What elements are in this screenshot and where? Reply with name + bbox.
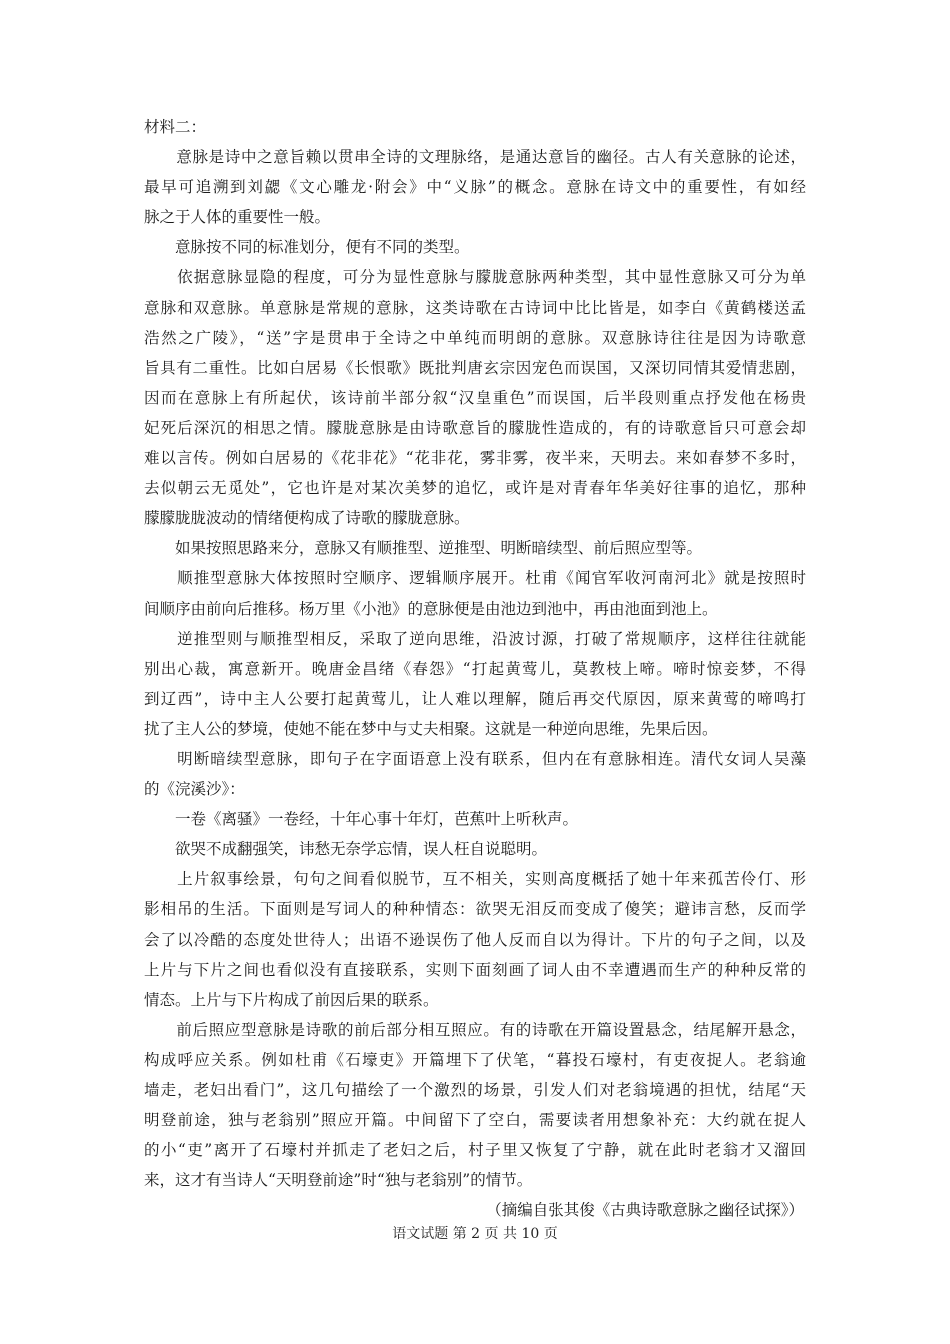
text-line: 意脉按不同的标准划分，便有不同的类型。 (144, 238, 470, 257)
paragraph (144, 262, 806, 533)
text-line: 难以言传。例如白居易的《花非花》“花非花，雾非雾，夜半来，天明去。来如春梦不多时， (144, 449, 806, 468)
text-line: 影相吊的生活。下面则是写词人的种种情态：欲哭无泪反而变成了傻笑；避讳言愁，反而学 (144, 900, 806, 919)
text-line: 逆推型则与顺推型相反，采取了逆向思维，沿波讨源，打破了常规顺序，这样往往就能 (144, 629, 806, 648)
text-line: 意脉和双意脉。单意脉是常规的意脉，这类诗歌在古诗词中比比皆是，如李白《黄鹤楼送孟 (144, 298, 806, 317)
text-line: 去似朝云无觅处”，它也许是对某次美梦的追忆，或许是对青春年华美好往事的追忆，那种 (144, 479, 806, 498)
text-line: 别出心裁，寓意新开。晚唐金昌绪《春怨》“打起黄莺儿，莫教枝上啼。啼时惊妾梦，不得 (144, 659, 806, 678)
text-line: 因而在意脉上有所起伏，该诗前半部分叙“汉皇重色”而误国，后半段则重点抒发他在杨贵 (144, 388, 806, 407)
document-body (144, 112, 806, 1225)
text-line: 妃死后深沉的相思之情。朦胧意脉是由诗歌意旨的朦胧性造成的，有的诗歌意旨只可意会却 (144, 418, 806, 437)
text-line: 前后照应型意脉是诗歌的前后部分相互照应。有的诗歌在开篇设置悬念，结尾解开悬念， (144, 1020, 806, 1039)
paragraph (144, 142, 806, 232)
material-heading: 材料二： (144, 118, 207, 136)
text-line: 最早可追溯到刘勰《文心雕龙·附会》中“义脉”的概念。意脉在诗文中的重要性，有如经 (144, 178, 806, 197)
text-line: 一卷《离骚》一卷经，十年心事十年灯，芭蕉叶上听秋声。 (144, 810, 579, 829)
text-line: 顺推型意脉大体按照时空顺序、逻辑顺序展开。杜甫《闻官军收河南河北》就是按照时 (144, 569, 806, 588)
text-line: 旨具有二重性。比如白居易《长恨歌》既批判唐玄宗因宠色而误国，又深切同情其爱情悲剧， (144, 358, 806, 377)
paragraph (144, 232, 806, 262)
text-line: 的小“吏”离开了石壕村并抓走了老妇之后，村子里又恢复了宁静，就在此时老翁才又溜回 (144, 1141, 806, 1160)
paragraph (144, 804, 806, 834)
text-line: 脉之于人体的重要性一般。 (144, 208, 331, 227)
text-line: 朦朦胧胧波动的情绪便构成了诗歌的朦胧意脉。 (144, 509, 470, 528)
text-line: 上片叙事绘景，句句之间看似脱节，互不相关，实则高度概括了她十年来孤苦伶仃、形 (144, 870, 806, 889)
paragraph (144, 864, 806, 1014)
paragraph (144, 834, 806, 864)
paragraph (144, 1015, 806, 1196)
text-line: 来，这才有当诗人“天明登前途”时“独与老翁别”的情节。 (144, 1171, 533, 1190)
text-line: 如果按照思路来分，意脉又有顺推型、逆推型、明断暗续型、前后照应型等。 (144, 539, 703, 558)
text-line: 情态。上片与下片构成了前因后果的联系。 (144, 990, 439, 1009)
text-line: 的《浣溪沙》： (144, 780, 245, 799)
text-line: 意脉是诗中之意旨赖以贯串全诗的文理脉络，是通达意旨的幽径。古人有关意脉的论述， (144, 148, 806, 167)
source-citation: （摘编自张其俊《古典诗歌意脉之幽径试探》） (486, 1201, 804, 1220)
text-line: 明登前途，独与老翁别”照应开篇。中间留下了空白，需要读者用想象补充：大约就在捉人 (144, 1111, 806, 1130)
text-line: 浩然之广陵》，“送”字是贯串于全诗之中单纯而明朗的意脉。双意脉诗往往是因为诗歌意 (144, 328, 806, 347)
page-footer: 语文试题 第 2 页 共 10 页 (392, 1226, 558, 1242)
text-line: 到辽西”，诗中主人公要打起黄莺儿，让人难以理解，随后再交代原因，原来黄莺的啼鸣打 (144, 689, 806, 708)
paragraph (144, 744, 806, 804)
paragraph (144, 563, 806, 623)
text-line: 欲哭不成翻强笑，讳愁无奈学忘情，误人枉自说聪明。 (144, 840, 548, 859)
paragraph (144, 624, 806, 744)
text-line: 墙走，老妇出看门”，这几句描绘了一个激烈的场景，引发人们对老翁境遇的担忧，结尾“天 (144, 1081, 806, 1099)
text-line: 会了以冷酷的态度处世待人；出语不逊误伤了他人反而自以为得计。下片的句子之间，以及 (144, 930, 806, 949)
text-line: 依据意脉显隐的程度，可分为显性意脉与朦胧意脉两种类型，其中显性意脉又可分为单 (144, 268, 806, 287)
text-line: 扰了主人公的梦境，使她不能在梦中与丈夫相聚。这就是一种逆向思维，先果后因。 (144, 719, 718, 738)
text-line: 间顺序由前向后推移。杨万里《小池》的意脉便是由池边到池中，再由池面到池上。 (144, 599, 718, 618)
text-line: 构成呼应关系。例如杜甫《石壕吏》开篇埋下了伏笔，“暮投石壕村，有吏夜捉人。老翁逾 (144, 1050, 806, 1069)
text-line: 上片与下片之间也看似没有直接联系，实则下面刻画了词人由不幸遭遇而生产的种种反常的 (144, 960, 806, 979)
paragraph (144, 533, 806, 563)
paragraph-container (144, 142, 806, 1195)
text-line: 明断暗续型意脉，即句子在字面语意上没有联系，但内在有意脉相连。清代女词人吴藻 (144, 749, 806, 768)
